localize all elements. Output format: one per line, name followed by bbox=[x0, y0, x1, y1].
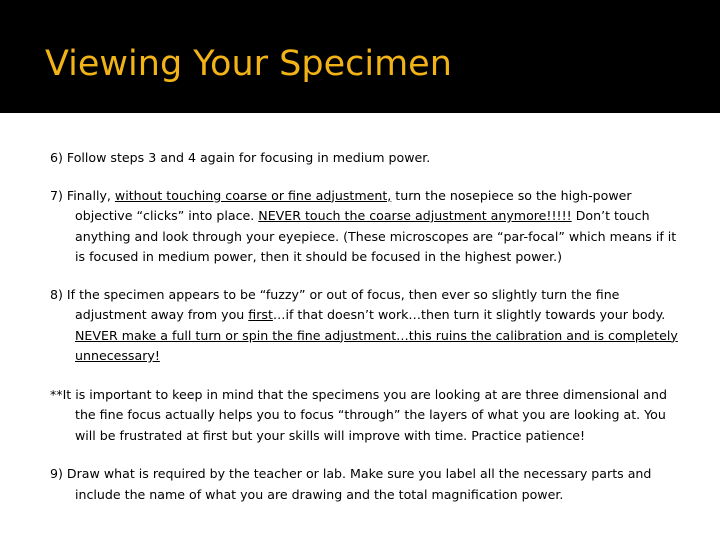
slide-body bbox=[50, 148, 680, 505]
step-7-underlined-1: without touching coarse or fine adjustment, bbox=[114, 187, 392, 203]
step-7-text-1: 7) Finally, bbox=[50, 187, 115, 203]
step-7-paragraph bbox=[50, 186, 680, 268]
note-paragraph bbox=[50, 385, 680, 447]
step-8-underlined-1: first bbox=[248, 307, 273, 322]
step-8-text-2: …if that doesn’t work…then turn it slightly towards your body. bbox=[272, 307, 666, 322]
paragraph-spacer bbox=[50, 367, 680, 385]
step-9-paragraph bbox=[50, 464, 680, 505]
note-text: **It is important to keep in mind that the specimens you are looking at are three dimensional and the fine focus actually helps you to focus “through” the layers of what you are looking at. You will be frustrated at first but your skills will improve with time. Practice patience! bbox=[50, 386, 667, 443]
step-6-text: 6) Follow steps 3 and 4 again for focusing in medium power. bbox=[50, 150, 431, 165]
paragraph-spacer bbox=[50, 446, 680, 464]
step-8-underlined-2: NEVER make a full turn or spin the fine adjustment…this ruins the calibration and is completely unnecessary! bbox=[75, 327, 678, 363]
step-6-paragraph bbox=[50, 148, 680, 169]
paragraph-spacer bbox=[50, 268, 680, 285]
paragraph-spacer bbox=[50, 169, 680, 186]
step-8-paragraph bbox=[50, 285, 680, 367]
slide-title: Viewing Your Specimen bbox=[45, 44, 452, 84]
step-7-text-3: Don’t touch anything and look through your eyepiece. (These microscopes are “par-focal” which means if it is focused in medium power, then it should be focused in the highest power.) bbox=[75, 208, 677, 264]
step-7-text-2: turn the nosepiece so the high-power objective “clicks” into place. bbox=[75, 187, 632, 223]
title-bar bbox=[0, 0, 720, 113]
step-9-text: 9) Draw what is required by the teacher or lab. Make sure you label all the necessary parts and include the name of what you are drawing and the total magnification power. bbox=[50, 466, 652, 502]
step-7-underlined-2: NEVER touch the coarse adjustment anymore!!!!! bbox=[258, 208, 572, 223]
step-8-text-1: 8) If the specimen appears to be “fuzzy” or out of focus, then ever so slightly turn the fine adjustment away from you bbox=[50, 286, 620, 322]
